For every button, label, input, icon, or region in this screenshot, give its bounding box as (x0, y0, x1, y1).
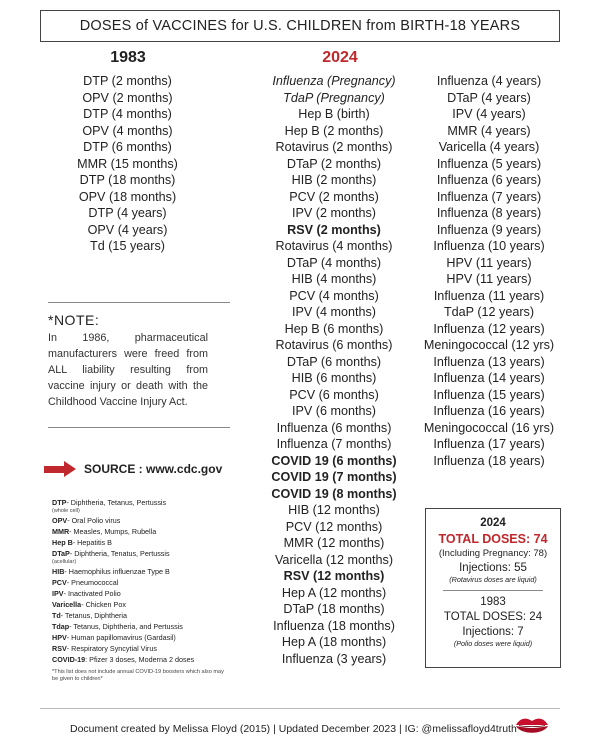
lips-icon (515, 716, 549, 736)
legend-abbr: IPV (52, 589, 64, 598)
dose-2024-item: Influenza (8 years) (436, 206, 542, 220)
dose-2024-item: RSV (2 months) (287, 222, 381, 237)
dose-2024-item: Influenza (9 years) (436, 222, 542, 237)
totals-2024-injections: Injections: 55 (459, 562, 527, 574)
footer-divider (40, 708, 560, 709)
source-label: SOURCE : www.cdc.gov (84, 462, 223, 476)
legend-entry (52, 632, 262, 643)
dose-2024-item: TdaP (Pregnancy) (283, 90, 385, 105)
dose-2024-item: RSV (12 months) (283, 569, 385, 583)
dose-1983-item: DTP (18 months) (79, 173, 176, 187)
dose-2024-item: TdaP (12 years) (443, 305, 535, 319)
totals-2024-note: (Rotavirus doses are liquid) (449, 575, 537, 584)
legend-entry (52, 548, 262, 559)
dose-2024-item: Rotavirus (4 months) (275, 239, 393, 253)
dose-2024-item: HIB (12 months) (288, 503, 380, 517)
legend-subnote: (whole cell) (52, 508, 80, 514)
legend-abbr: COVID-19 (52, 655, 86, 664)
dose-2024-item: PCV (4 months) (289, 288, 379, 303)
dose-2024-item: Influenza (13 years) (433, 354, 545, 369)
dose-2024-item: DTaP (4 years) (447, 90, 531, 105)
legend-entry (52, 526, 262, 537)
dose-2024-item: Hep B (birth) (298, 107, 370, 121)
legend-abbr: HPV (52, 633, 67, 642)
dose-2024-item: Rotavirus (2 months) (275, 140, 393, 154)
dose-1983-item: DTP (2 months) (83, 74, 172, 88)
legend-abbr: MMR (52, 527, 70, 536)
legend-definition: - Haemophilus influenzae Type B (64, 567, 170, 576)
legend-entry (52, 515, 262, 526)
dose-2024-item: DTaP (6 months) (286, 354, 382, 369)
totals-2024-year: 2024 (480, 517, 506, 529)
dose-2024-item: Rotavirus (6 months) (275, 338, 393, 352)
dose-2024-item: Influenza (12 years) (433, 321, 545, 336)
dose-2024-item: MMR (4 years) (447, 123, 531, 138)
dose-2024-item: Hep A (12 months) (281, 585, 387, 600)
dose-2024-item: Varicella (12 months) (274, 552, 394, 567)
dose-1983-item: OPV (4 months) (82, 123, 173, 138)
dose-1983-item: DTP (4 months) (83, 107, 172, 121)
dose-2024-item: Influenza (15 years) (433, 387, 545, 402)
legend-entry (52, 621, 262, 632)
dose-2024-item: PCV (2 months) (289, 189, 379, 204)
legend-entry (52, 654, 262, 665)
dose-2024-item: HIB (6 months) (291, 371, 377, 385)
source-line (44, 461, 222, 477)
dose-2024-item: PCV (6 months) (289, 387, 379, 402)
arrow-right-icon (44, 461, 76, 477)
dose-2024-item: Influenza (5 years) (436, 156, 542, 171)
heading-2024: 2024 (322, 49, 358, 66)
dose-1983-item: MMR (15 months) (77, 156, 178, 171)
note-bottom-divider (48, 427, 230, 428)
legend-subnote: (acellular) (52, 559, 77, 565)
dose-2024-item: Influenza (17 years) (433, 437, 545, 451)
totals-1983-year: 1983 (480, 596, 506, 608)
doses-1983-list (55, 73, 200, 255)
legend-abbr: PCV (52, 578, 67, 587)
legend-definition: - Respiratory Syncytial Virus (66, 644, 157, 653)
dose-2024-item: Meningococcal (16 yrs) (423, 420, 555, 435)
dose-2024-item: Influenza (18 years) (433, 453, 545, 468)
dose-2024-item: Influenza (3 years) (281, 651, 387, 666)
footer-credit: Document created by Melissa Floyd (2015) | Updated December 2023 | IG: @melissafloyd4truth (70, 723, 517, 735)
dose-2024-item: Influenza (10 years) (433, 239, 545, 253)
dose-2024-item: PCV (12 months) (285, 519, 383, 534)
legend-entry (52, 537, 262, 548)
page-title (40, 10, 560, 42)
heading-1983: 1983 (110, 49, 146, 66)
legend-entry (52, 497, 262, 508)
dose-2024-item: COVID 19 (8 months) (271, 486, 397, 501)
note-top-divider (48, 302, 230, 303)
dose-2024-item: IPV (6 months) (292, 404, 376, 418)
legend-entry (52, 588, 262, 599)
legend-definition: - Tetanus, Diphtheria, and Pertussis (69, 622, 183, 631)
dose-2024-item: COVID 19 (6 months) (271, 453, 397, 468)
dose-2024-item: Hep B (6 months) (284, 321, 384, 336)
legend-definition: - Inactivated Polio (63, 589, 121, 598)
legend-abbr: Varicella (52, 600, 82, 609)
dose-2024-item: Hep B (2 months) (284, 123, 384, 138)
legend-footnote: *This list does not include annual COVID-19 boosters which also may be given to children* (52, 669, 224, 682)
legend-abbr: RSV (52, 644, 67, 653)
legend-abbr: Hep B (52, 538, 73, 547)
dose-2024-item: Influenza (14 years) (433, 371, 545, 385)
dose-2024-item: DTaP (18 months) (283, 602, 385, 616)
legend-entry (52, 577, 262, 588)
dose-2024-item: Influenza (7 months) (276, 437, 392, 451)
dose-2024-item: HPV (11 years) (446, 272, 532, 286)
legend-definition: - Diphtheria, Tenatus, Pertussis (69, 549, 170, 558)
dose-2024-item: Varicella (4 years) (438, 140, 540, 154)
legend-definition: - Measles, Mumps, Rubella (69, 527, 157, 536)
doses-2024-list-right (414, 73, 564, 469)
dose-2024-item: Influenza (11 years) (433, 288, 545, 303)
legend-definition: - Tetanus, Diphtheria (60, 611, 127, 620)
totals-divider (443, 590, 543, 591)
totals-2024-doses: TOTAL DOSES: 74 (438, 532, 548, 546)
dose-2024-item: Influenza (18 months) (273, 618, 395, 633)
legend-definition: : Pfizer 3 doses, Moderna 2 doses (85, 655, 195, 664)
totals-2024-including-pregnancy: (Including Pregnancy: 78) (438, 548, 548, 559)
dose-1983-item: DTP (4 years) (88, 206, 167, 220)
dose-2024-item: Influenza (6 months) (276, 420, 392, 435)
dose-2024-item: Influenza (6 years) (436, 173, 542, 187)
legend-definition: - Oral Polio virus (67, 516, 121, 525)
dose-1983-item: OPV (18 months) (78, 189, 177, 204)
legend-definition: - Hepatitis B (72, 538, 112, 547)
totals-1983-note: (Polio doses were liquid) (453, 639, 533, 648)
dose-2024-item: DTaP (4 months) (286, 255, 382, 270)
note-box (48, 312, 208, 410)
totals-1983-doses: TOTAL DOSES: 24 (443, 611, 543, 623)
legend-definition: - Chicken Pox (81, 600, 126, 609)
dose-2024-item: Hep A (18 months) (281, 635, 387, 649)
dose-1983-item: Td (15 years) (90, 239, 165, 253)
dose-1983-item: OPV (4 years) (87, 222, 168, 237)
dose-2024-item: Influenza (16 years) (433, 404, 545, 418)
dose-2024-item: IPV (4 months) (292, 305, 376, 319)
dose-2024-item: COVID 19 (7 months) (271, 470, 397, 484)
dose-2024-item: Influenza (Pregnancy) (272, 74, 396, 88)
dose-2024-item: IPV (2 months) (292, 206, 376, 220)
legend-entry (52, 566, 262, 577)
legend-abbr: DTaP (52, 549, 70, 558)
dose-2024-item: Influenza (7 years) (436, 189, 542, 204)
dose-2024-item: DTaP (2 months) (286, 156, 382, 171)
dose-2024-item: MMR (12 months) (283, 536, 385, 550)
legend-entry (52, 643, 262, 654)
page-title-text: DOSES of VACCINES for U.S. CHILDREN from BIRTH-18 YEARS (79, 18, 521, 34)
note-body: In 1986, pharmaceutical manufacturers were freed from ALL liability resulting from vaccine injury or death with the Childhood Vaccine Injury Act. (48, 332, 208, 408)
legend-abbr: Tdap (52, 622, 70, 631)
totals-1983-injections: Injections: 7 (462, 626, 524, 638)
legend-entry (52, 599, 262, 610)
dose-1983-item: OPV (2 months) (82, 90, 173, 105)
legend-definition: - Pneumococcal (66, 578, 119, 587)
dose-2024-item: HPV (11 years) (446, 255, 532, 270)
note-heading: *NOTE: (48, 312, 100, 328)
legend-definition: - Diphtheria, Tetanus, Pertussis (66, 498, 167, 507)
dose-2024-item: HIB (4 months) (291, 272, 377, 286)
doses-2024-list-left (258, 73, 410, 667)
legend-entry (52, 610, 262, 621)
abbreviation-legend (52, 497, 262, 683)
dose-2024-item: HIB (2 months) (291, 173, 377, 187)
legend-abbr: HIB (52, 567, 65, 576)
legend-abbr: OPV (52, 516, 68, 525)
dose-2024-item: Meningococcal (12 yrs) (423, 338, 555, 352)
legend-definition: - Human papillomavirus (Gardasil) (66, 633, 176, 642)
dose-2024-item: IPV (4 years) (452, 107, 526, 121)
totals-box (425, 508, 561, 668)
dose-1983-item: DTP (6 months) (83, 140, 172, 154)
dose-2024-item: Influenza (4 years) (436, 74, 542, 88)
legend-abbr: DTP (52, 498, 67, 507)
legend-abbr: Td (52, 611, 61, 620)
